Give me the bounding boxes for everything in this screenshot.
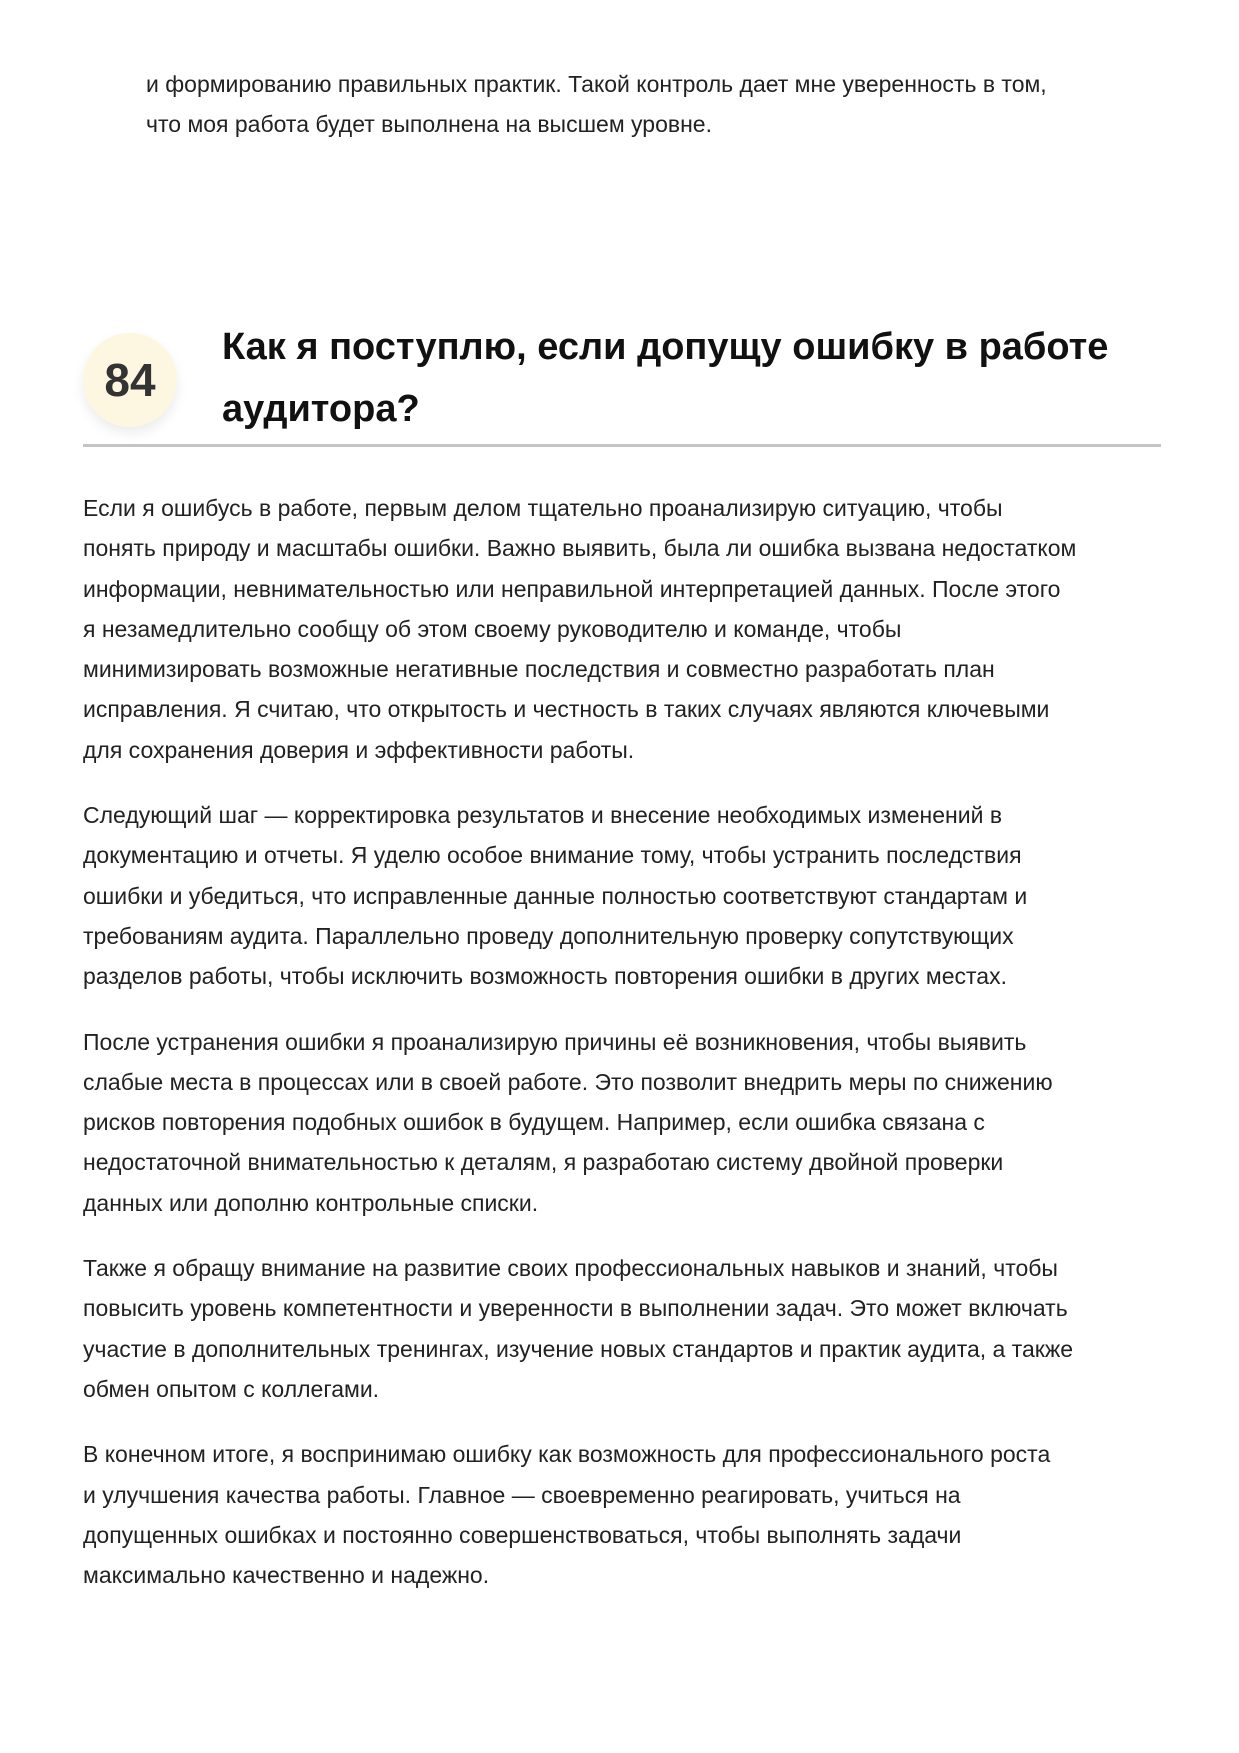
text-line: разделов работы, чтобы исключить возможность повторения ошибки в других местах. (83, 963, 1007, 990)
text-line: недостаточной внимательностью к деталям, я разработаю систему двойной проверки (83, 1149, 1004, 1176)
text-line: что моя работа будет выполнена на высшем уровне. (146, 111, 712, 137)
title-line: аудитора? (222, 388, 420, 430)
text-line: информации, невнимательностью или неправильной интерпретацией данных. После этого (83, 575, 1061, 602)
answer-paragraph (83, 488, 1173, 770)
question-number-badge: 84 (83, 333, 177, 427)
intro-paragraph (146, 64, 1047, 144)
text-line: данных или дополню контрольные списки. (83, 1189, 539, 1216)
answer-body (83, 488, 1173, 1620)
text-line: ошибки и убедиться, что исправленные данные полностью соответствуют стандартам и (83, 882, 1028, 909)
text-line: повысить уровень компетентности и уверенности в выполнении задач. Это может включать (83, 1295, 1068, 1322)
text-line: минимизировать возможные негативные последствия и совместно разработать план (83, 656, 995, 683)
text-line: и улучшения качества работы. Главное — своевременно реагировать, учиться на (83, 1481, 961, 1508)
text-line: обмен опытом с коллегами. (83, 1375, 380, 1402)
text-line: для сохранения доверия и эффективности работы. (83, 736, 635, 763)
text-line: Также я обращу внимание на развитие своих профессиональных навыков и знаний, чтобы (83, 1255, 1058, 1282)
text-line: Если я ошибусь в работе, первым делом тщательно проанализирую ситуацию, чтобы (83, 495, 1003, 521)
text-line: я незамедлительно сообщу об этом своему руководителю и команде, чтобы (83, 615, 902, 642)
text-line: Следующий шаг — корректировка результатов и внесение необходимых изменений в (83, 802, 1003, 829)
answer-paragraph (83, 795, 1173, 996)
text-line: понять природу и масштабы ошибки. Важно выявить, была ли ошибка вызвана недостатком (83, 535, 1077, 562)
answer-paragraph (83, 1248, 1173, 1409)
text-line: В конечном итоге, я воспринимаю ошибку как возможность для профессионального роста (83, 1441, 1051, 1468)
divider (83, 444, 1161, 447)
question-title (222, 316, 1108, 440)
text-line: максимально качественно и надежно. (83, 1562, 490, 1589)
text-line: и формированию правильных практик. Такой контроль дает мне уверенность в том, (146, 71, 1047, 97)
text-line: требованиям аудита. Параллельно проведу дополнительную проверку сопутствующих (83, 922, 1014, 949)
text-line: рисков повторения подобных ошибок в будущем. Например, если ошибка связана с (83, 1109, 985, 1136)
answer-paragraph (83, 1434, 1173, 1595)
text-line: участие в дополнительных тренингах, изучение новых стандартов и практик аудита, а также (83, 1335, 1074, 1362)
text-line: слабые места в процессах или в своей работе. Это позволит внедрить меры по снижению (83, 1068, 1053, 1095)
answer-paragraph (83, 1022, 1173, 1223)
text-line: исправления. Я считаю, что открытость и честность в таких случаях являются ключевыми (83, 696, 1050, 723)
text-line: документацию и отчеты. Я уделю особое внимание тому, чтобы устранить последствия (83, 842, 1022, 869)
text-line: После устранения ошибки я проанализирую причины её возникновения, чтобы выявить (83, 1028, 1027, 1055)
title-line: Как я поступлю, если допущу ошибку в работе (222, 326, 1109, 368)
text-line: допущенных ошибках и постоянно совершенствоваться, чтобы выполнять задачи (83, 1521, 962, 1548)
